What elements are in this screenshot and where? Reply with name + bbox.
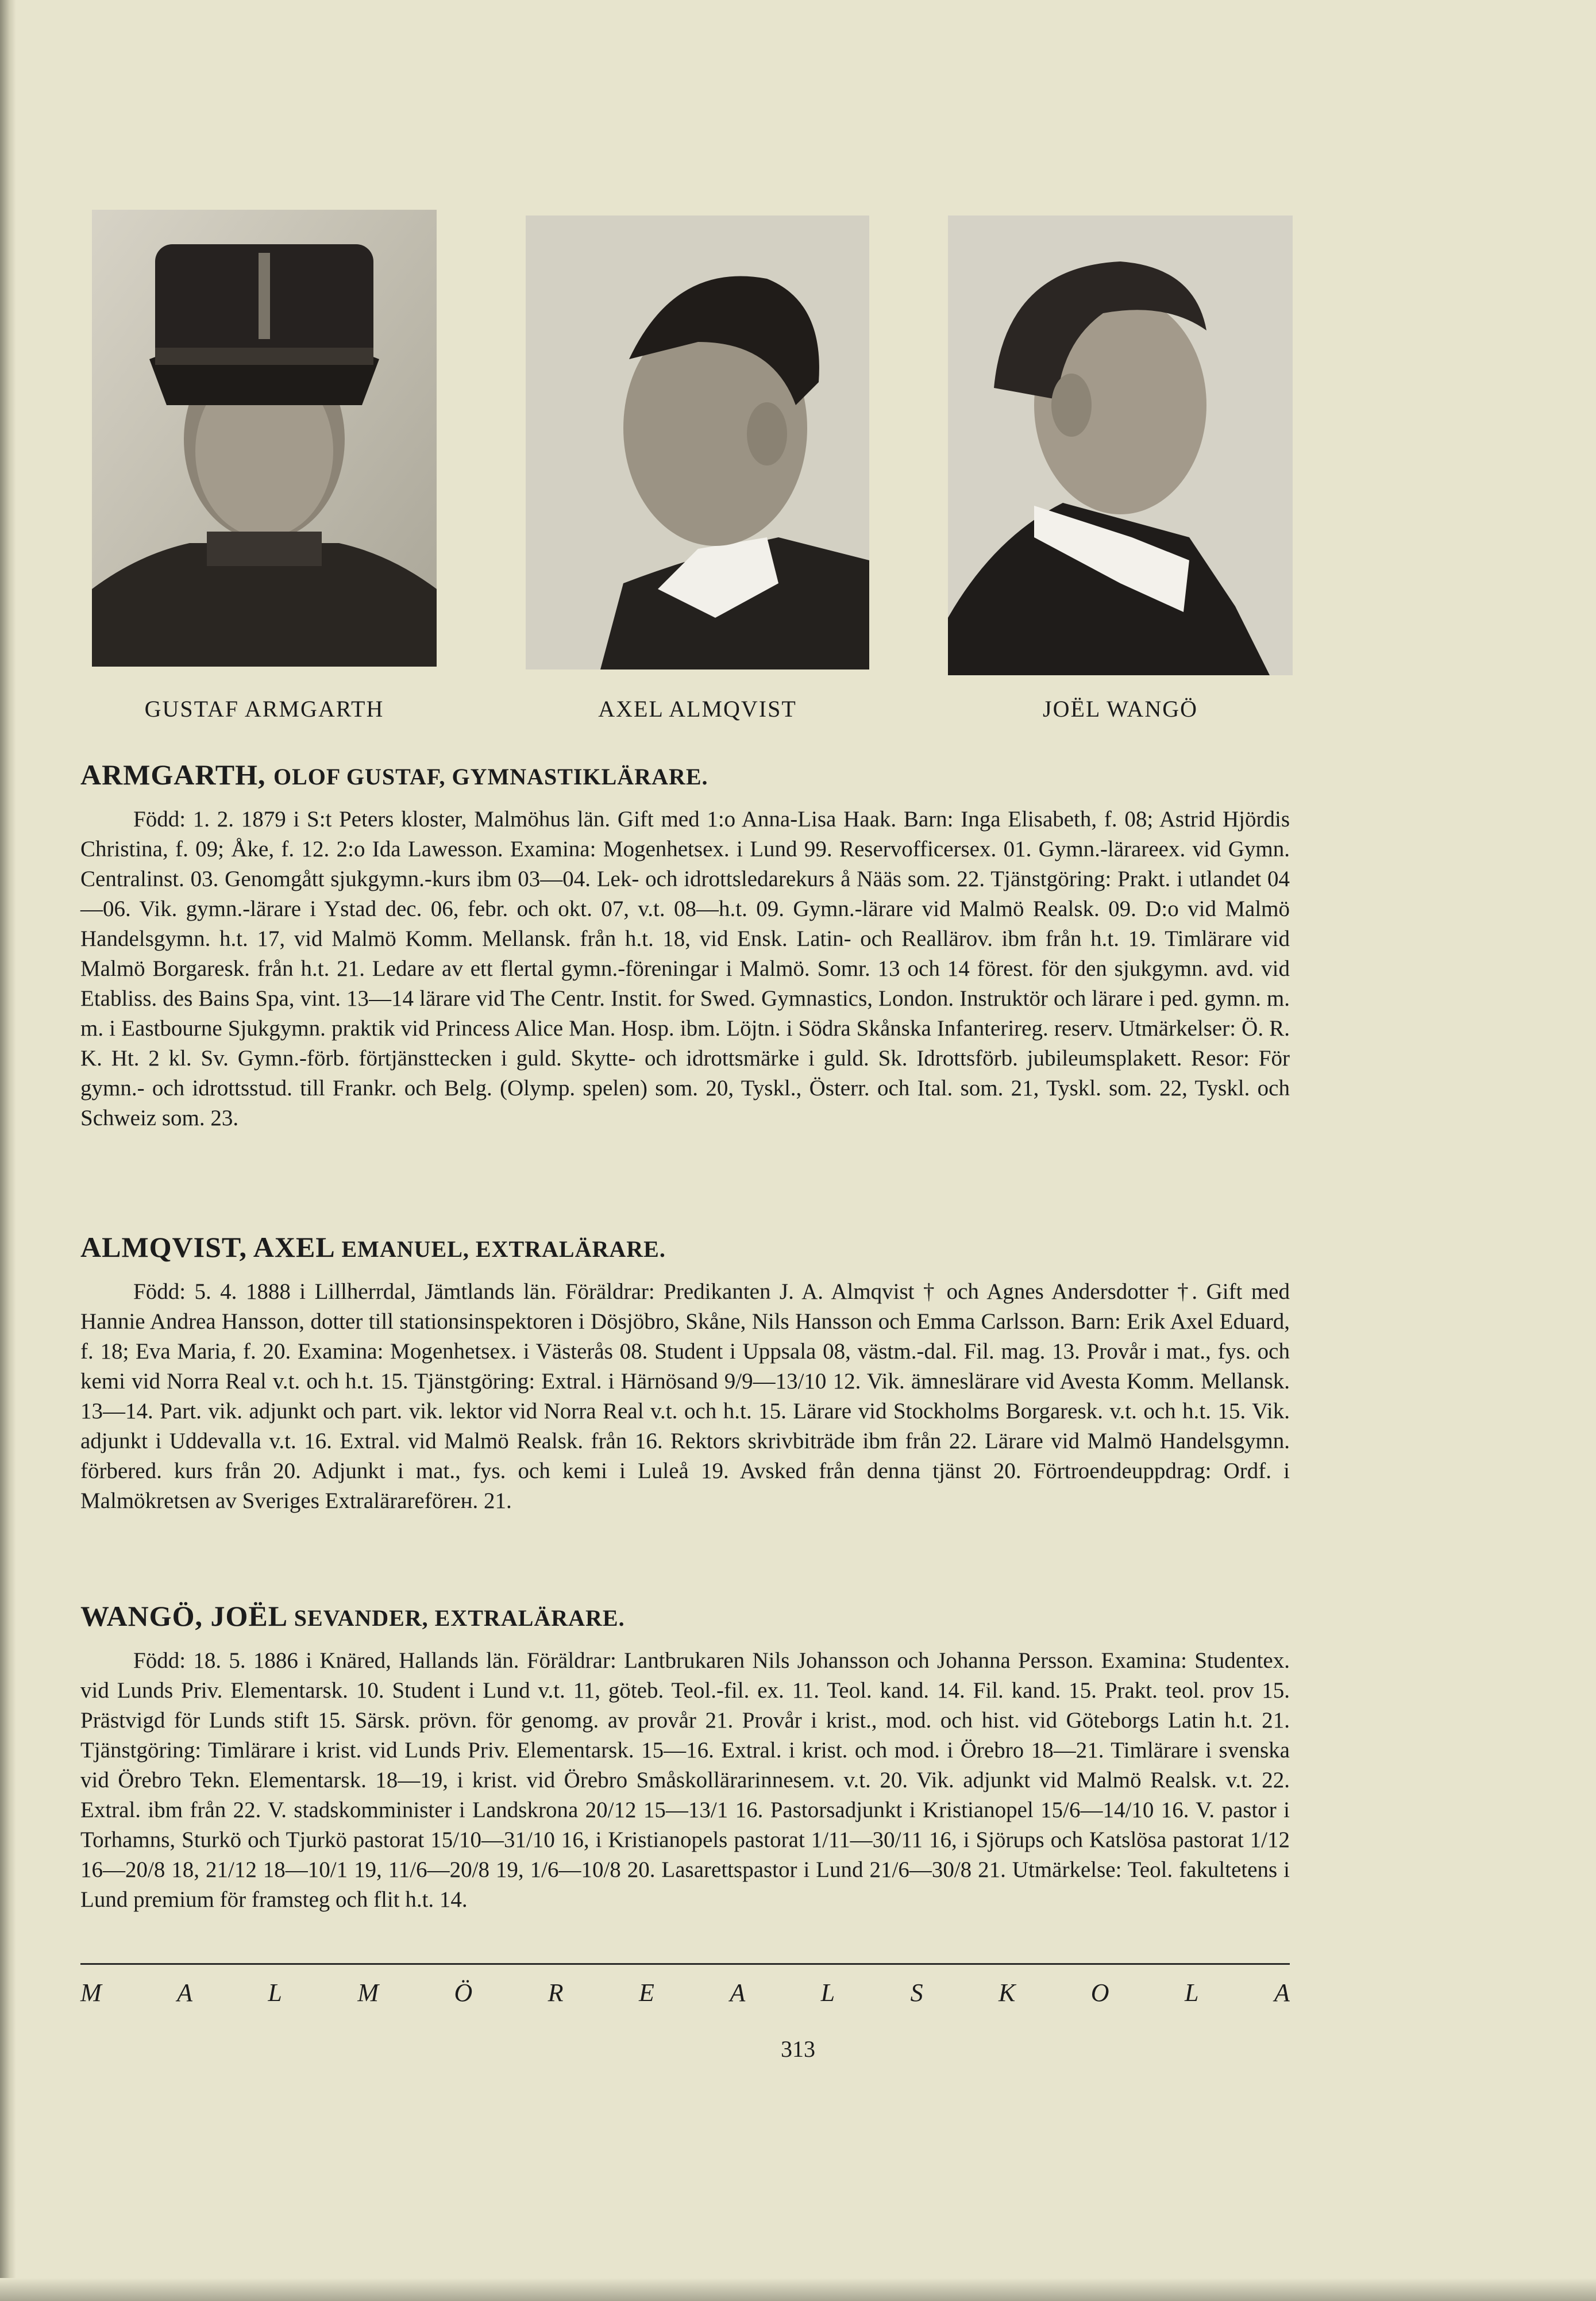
entry-text: Född: 18. 5. 1886 i Knäred, Hallands län. Föräldrar: Lantbrukaren Nils Johansson och Johanna Persson. Examina: Studentex. vid Lunds Priv. Elementarsk. 10. Student i Lund v.t. 11, göteb. Teol.-fil. ex. 11. Teol. kand. 14. Fil. kand. 15. Prakt. teol. prov 15. Prästvigd för Lunds stift 15. Särsk. prövn. för genomg. av provår 21. Provår i krist., mod. och hist. vid Göteborgs Latin h.t. 21. Tjänstgöring: Timlärare i krist. vid Lunds Priv. Elementarsk. 15—16. Extral. i krist. och mod. i Örebro 18—21. Timlärare i svenska vid Örebro Tekn. Elementarsk. 18—19, i krist. vid Örebro Småskollärarinnesem. v.t. 20. Vik. adjunkt vid Malmö Realsk. v.t. 22. Extral. ibm från 22. V. stadskomminister i Landskrona 20/12 15—13/1 16. Pastorsadjunkt i Kristianopel 15/6—14/10 16. V. pastor i Torhamns, Sturkö och Tjurkö pastorat 15/10—31/10 16, i Kristianopels pastorat 1/11—30/11 16, i Sjörups och Katslösa pastorat 1/12 16—20/8 18, 21/12 18—10/1 19, 11/6—20/8 19, 1/6—10/8 20. Lasarettspastor i Lund 21/6—30/8 21. Utmärkelse: Teol. fakultetens i Lund premium för framsteg och flit h.t. 14. [80,1648,1290,1912]
portrait-almqvist [526,216,869,669]
biography-entry [80,757,1290,1133]
entry-name-title: EMANUEL, EXTRALÄRARE. [341,1236,666,1262]
entry-surname: WANGÖ, JOËL [80,1600,287,1632]
page-number: 313 [781,2036,815,2062]
entry-surname: ARMGARTH, [80,759,266,791]
footer-rule [80,1963,1290,1965]
footer-letter: M [80,1979,102,2007]
footer-letter: M [357,1979,379,2007]
entry-heading [80,757,1290,794]
entry-heading [80,1599,1290,1636]
page-edge-bottom [0,2278,1596,2301]
biography-entry [80,1599,1290,1915]
biography-entry [80,1230,1290,1516]
footer-letter: K [999,1979,1016,2007]
footer-letter: A [1274,1979,1290,2007]
footer-letter: A [177,1979,192,2007]
entry-heading [80,1230,1290,1267]
entry-text: Född: 5. 4. 1888 i Lillherrdal, Jämtlands län. Föräldrar: Predikanten J. A. Almqvist † och Agnes Andersdotter †. Gift med Hannie Andrea Hansson, dotter till stationsinspektoren i Dösjöbro, Skåne, Nils Hansson och Emma Carlsson. Barn: Erik Axel Eduard, f. 18; Eva Maria, f. 20. Examina: Mogenhetsex. i Västerås 08. Student i Uppsala 08, västm.-dal. Fil. mag. 13. Provår i mat., fys. och kemi vid Norra Real v.t. och h.t. 15. Tjänstgöring: Extral. i Härnösand 9/9—13/10 12. Vik. ämneslärare vid Avesta Komm. Mellansk. 13—14. Part. vik. adjunkt och part. vik. lektor vid Norra Real v.t. och h.t. 15. Lärare vid Stockholms Borgaresk. v.t. och h.t. 15. Vik. adjunkt i Uddevalla v.t. 16. Extral. vid Malmö Realsk. från 16. Rektors skrivbiträde ibm från 22. Lärare vid Malmö Handelsgymn. förbered. kurs från 20. Adjunkt i mat., fys. och kemi i Luleå 19. Avsked från denna tjänst 20. Förtroendeuppdrag: Ordf. i Malmökretsen av Sveriges Extralärareförен. 21. [80,1279,1290,1513]
entry-text: Född: 1. 2. 1879 i S:t Peters kloster, Malmöhus län. Gift med 1:o Anna-Lisa Haak. Barn: Inga Elisabeth, f. 08; Astrid Hjördis Christina, f. 09; Åke, f. 12. 2:o Ida Lawesson. Examina: Mogenhetsex. i Lund 99. Reservofficersex. 01. Gymn.-lärareex. vid Gymn. Centralinst. 03. Genomgått sjukgymn.-kurs ibm 03—04. Lek- och idrottsledarekurs å Nääs som. 22. Tjänstgöring: Prakt. i utlandet 04—06. Vik. gymn.-lärare i Ystad dec. 06, febr. och okt. 07, v.t. 08—h.t. 09. Gymn.-lärare vid Malmö Realsk. 09. D:o vid Malmö Handelsgymn. h.t. 17, vid Malmö Komm. Mellansk. från h.t. 18, vid Ensk. Latin- och Reallärov. ibm från h.t. 19. Timlärare vid Malmö Borgaresk. från h.t. 21. Ledare av ett flertal gymn.-föreningar i Malmö. Somr. 13 och 14 förest. för den sjukgymn. avd. vid Etabliss. des Bains Spa, vint. 13—14 lärare vid The Centr. Instit. for Swed. Gymnastics, London. Instruktör och lärare i ped. gymn. m. m. i Eastbourne Sjukgymn. praktik vid Princess Alice Man. Hosp. ibm. Löjtn. i Södra Skånska Infanterireg. reserv. Utmärkelser: Ö. R. K. Ht. 2 kl. Sv. Gymn.-förb. förtjänsttecken i guld. Skytte- och idrottsmärke i guld. Sk. Idrottsförb. jubileumsplakett. Resor: För gymn.- och idrottsstud. till Frankr. och Belg. (Olymp. spelen) som. 20, Tyskl., Österr. och Ital. som. 21, Tyskl. som. 22, Tyskl. och Schweiz som. 23. [80,807,1290,1130]
running-footer [80,1978,1290,2007]
portrait-armgarth [92,210,437,667]
entry-name-title: OLOF GUSTAF, GYMNASTIKLÄRARE. [273,764,708,790]
page-edge [0,0,16,2301]
photo-caption: GUSTAF ARMGARTH [144,696,384,722]
footer-letter: R [548,1979,564,2007]
photo-caption: AXEL ALMQVIST [598,696,797,722]
footer-letter: E [638,1979,654,2007]
footer-letter: L [820,1979,835,2007]
portrait-wango [948,216,1293,675]
photo-caption: JOËL WANGÖ [1043,696,1198,722]
footer-letter: L [1185,1979,1199,2007]
footer-letter: O [1090,1979,1109,2007]
footer-letter: Ö [454,1979,473,2007]
footer-letter: S [910,1979,923,2007]
footer-letter: A [730,1979,746,2007]
footer-letter: L [268,1979,282,2007]
entry-surname: ALMQVIST, AXEL [80,1231,334,1263]
entry-name-title: SEVANDER, EXTRALÄRARE. [294,1605,625,1631]
